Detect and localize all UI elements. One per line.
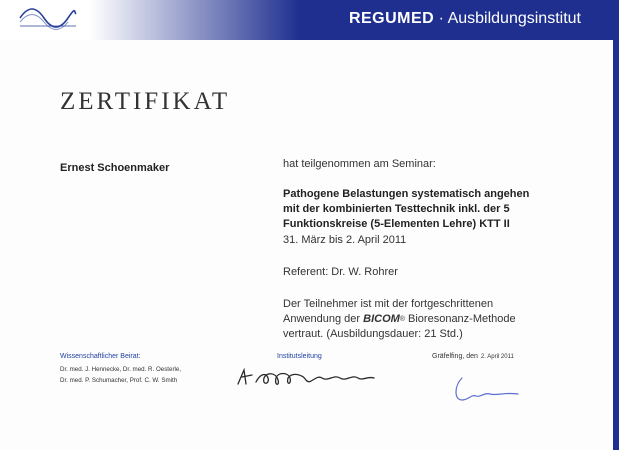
statement-line-3: vertraut. (Ausbildungsdauer: 21 Std.) [283, 328, 463, 340]
header-separator: · [434, 10, 448, 27]
director-signature-icon [232, 364, 382, 390]
header-title [349, 10, 581, 28]
seminar-line-3: Funktionskreise (5-Elementen Lehre) KTT II [283, 218, 510, 230]
scientific-board-label: Wissenschaftlicher Beirat: [60, 353, 141, 360]
seminar-line-1: Pathogene Belastungen systematisch angehen [283, 188, 530, 200]
place: Gräfelfing, den [432, 353, 478, 360]
statement-line-2-post: Bioresonanz-Methode [404, 312, 516, 325]
referent-signature-icon [448, 374, 528, 408]
statement-line-1: Der Teilnehmer ist mit der fortgeschrittenen [283, 298, 494, 310]
competence-statement [283, 297, 583, 342]
participant-name: Ernest Schoenmaker [60, 162, 170, 174]
institute-direction-label: Institutsleitung [277, 353, 322, 360]
seminar-title [283, 187, 583, 232]
seminar-dates: 31. März bis 2. April 2011 [283, 234, 407, 246]
issue-date: 2. April 2011 [480, 354, 514, 360]
header-subtitle: Ausbildungsinstitut [447, 10, 581, 27]
certificate-title: ZERTIFIKAT [60, 88, 231, 115]
brand-name: REGUMED [348, 10, 435, 27]
participation-text: hat teilgenommen am Seminar: [283, 158, 436, 170]
registered-mark: ® [399, 315, 405, 323]
referent: Referent: Dr. W. Rohrer [283, 266, 398, 278]
wave-logo-icon [18, 4, 78, 32]
scientific-board-members-1: Dr. med. J. Hennecke, Dr. med. R. Oesterle, [60, 366, 182, 373]
seminar-line-2: mit der kombinierten Testtechnik inkl. der 5 [283, 203, 510, 215]
right-edge-band [613, 0, 619, 450]
statement-line-2-pre: Anwendung der [283, 312, 364, 325]
scientific-board-members-2: Dr. med. P. Schumacher, Prof. C. W. Smith [60, 377, 178, 384]
statement-line-2 [283, 312, 583, 328]
place-and-date [432, 353, 514, 360]
bicom-brand: BICOM [363, 312, 400, 325]
